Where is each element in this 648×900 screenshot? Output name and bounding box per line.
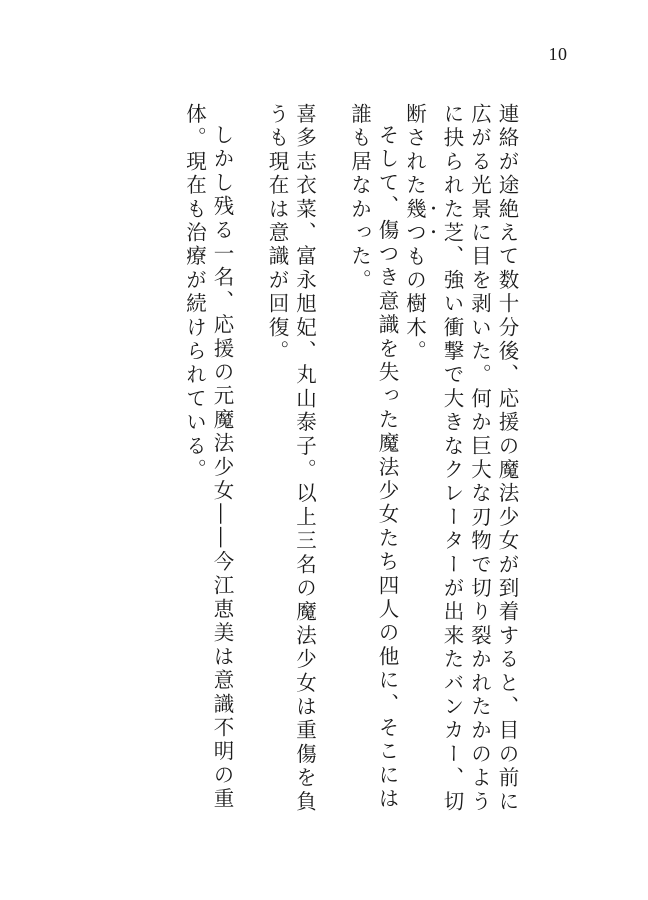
blank-line: [235, 103, 263, 823]
paragraph-4: しかし残る一名、応援の元魔法少女――今江恵美は意識不明の重体。現在も治療が続けられている。: [182, 103, 234, 811]
paragraph-1-end: もの樹木。: [402, 245, 427, 364]
vertical-text-body: [160, 103, 520, 823]
paragraph-1: [400, 103, 520, 823]
emphasis-text: 幾つ: [402, 197, 427, 246]
page-number: 10: [548, 44, 568, 64]
blank-line: [318, 103, 346, 823]
paragraph-3: 喜多志衣菜、富永旭妃、丸山泰子。以上三名の魔法少女は重傷を負うも現在は意識が回復。: [265, 103, 317, 814]
paragraph-2: そして、傷つき意識を失った魔法少女たち四人の他に、そこには誰も居なかった。: [347, 103, 399, 811]
paragraph-1-text: 連絡が途絶えて数十分後、応援の魔法少女が到着すると、目の前に広がる光景に目を剥いた。何か巨大な刃物で切り裂かれたかのように抉られた芝、強い衝撃で大きなクレーターが出来たバンカー、切断された: [402, 103, 519, 814]
